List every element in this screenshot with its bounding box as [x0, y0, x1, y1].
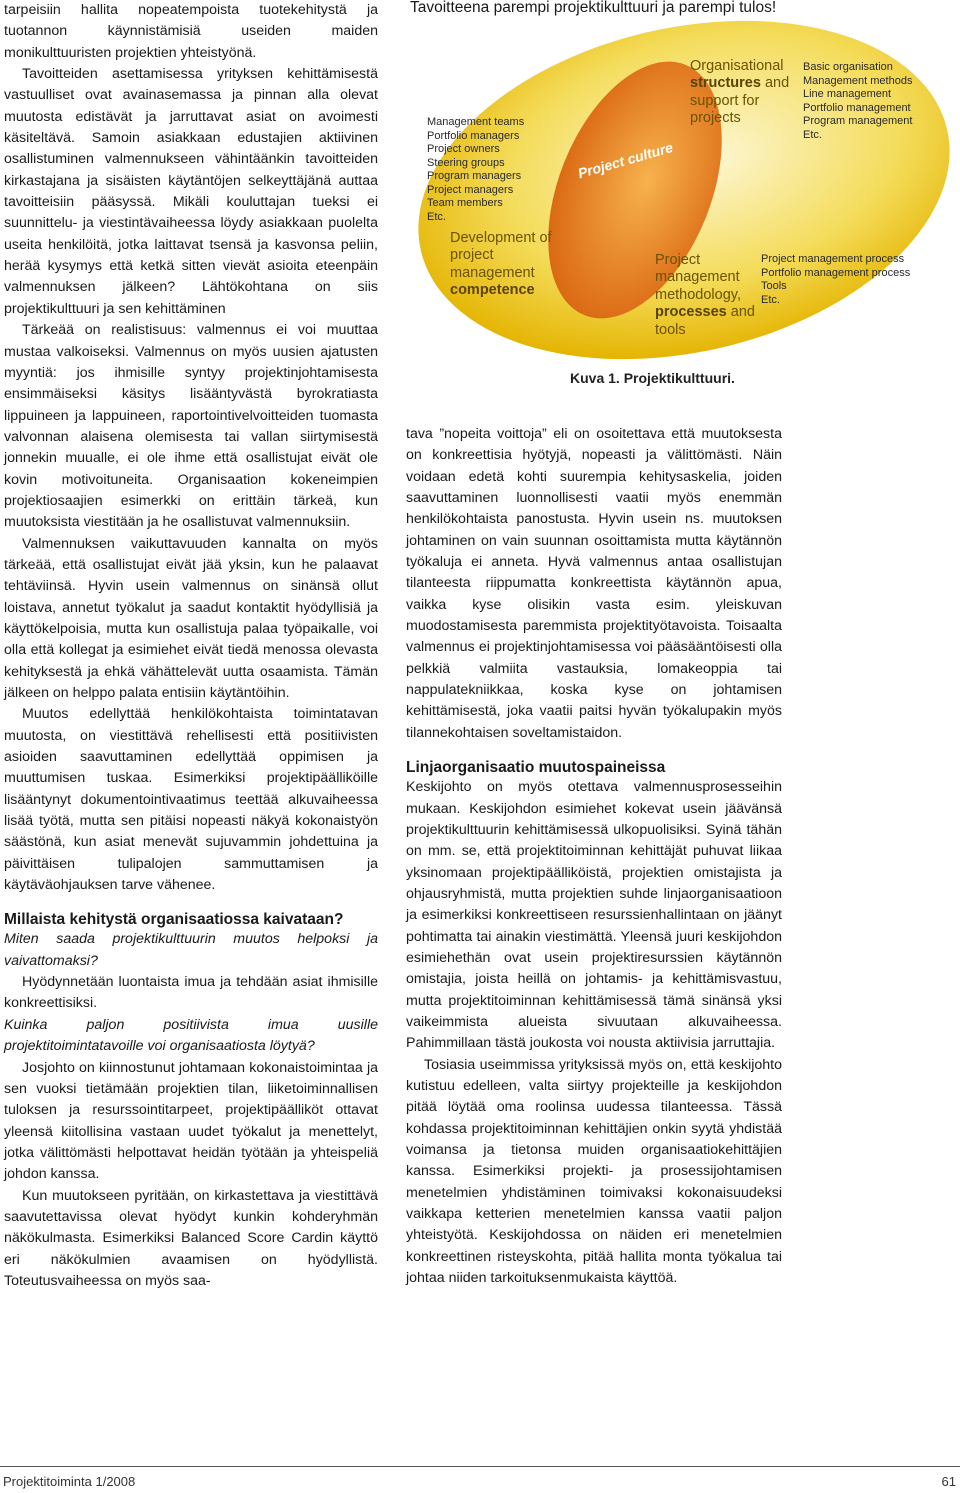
- competence-roles-list: [427, 116, 524, 224]
- paragraph: tarpeisiin hallita nopeatempoista tuotekehitystä ja tuotannon käynnistämisiä useiden maiden monikulttuuristen projektien yhteistyönä.: [4, 2, 378, 61]
- structures-heading: [690, 58, 789, 128]
- paragraph: Hyödynnetään luontaista imua ja tehdään asiat ihmisille konkreettisiksi.: [4, 974, 378, 1012]
- heading-bold: competence: [450, 282, 535, 299]
- role-item: Management teams: [427, 116, 525, 128]
- publication-name: Projektitoiminta 1/2008: [3, 1474, 136, 1489]
- methodology-item: Portfolio management process: [761, 266, 911, 279]
- section-heading: Millaista kehitystä organisaatiossa kaivataan?: [4, 911, 344, 929]
- project-culture-label: Project culture: [576, 138, 675, 182]
- heading-line: projects: [690, 110, 741, 127]
- methodology-item: Project management process: [761, 253, 905, 265]
- structure-item: Basic organisation: [803, 61, 893, 73]
- structure-item: Etc.: [803, 128, 822, 141]
- heading-line: management: [450, 264, 535, 281]
- spacer: [406, 744, 782, 758]
- paragraph: Tavoitteiden asettamisessa yrityksen kehittämisestä vastuulliset ovat avainasemassa ja pinnan alla olevat muutosta edistävät ja jarruttavat asiat on avoimesti käsiteltävä. Samoin asiakkaan edustajien aktiivinen osallistuminen valmennukseen vähintäänkin tavoitteiden kirkastajana ja sisäisten käytäntöjen selkeyttäjänä auttaa tavoitteisiin pääsyssä. Mikäli kouluttajan tueksi ei suunnittelu- ja viestintävaiheessa löydy asiakkaan puolelta useita henkilöitä, jotka laittavat tsensä ja kasvonsa peliin, herää kysymys että ketkä sitten vievät asioita eteenpäin valmennuksen jälkeen? Lähtökohtana on siis projektikulttuuri ja sen kehittäminen: [4, 66, 378, 317]
- paragraph: Josjohto on kiinnostunut johtamaan kokonaistoimintaa ja sen vuoksi tietämään projektien tilan, liiketoiminnallisen tuloksen ja resurssointitarpeet, projektipäälliköt ottavat yleensä kiitollisina vastaan uudet työkalut ja menettelyt, jotka välittömästi helpottavat heidän työtään ja yhteispeliä johdon kanssa.: [4, 1059, 378, 1183]
- paragraph: tava ”nopeita voittoja” eli on osoitettava että muutoksesta on konkreettisia hyötyjä, nopeasti ja välittömästi. Näin voidaan edetä kohti suurempia kehitysaskelia, joiden saavuttaminen luonnollisesti vaatii myös enemmän henkilökohtaista panostusta. Hyvin usein ns. muutoksen johtaminen on vain suunnan osoittamista mutta käytännön työkaluja ei anneta. Hyvä valmennus antaa osallistujan tilanteesta riippumatta konkreettista käytännön apua, vaikka kyse olisikin vasta esim. yleiskuvan muodostamisesta paremmista projektityötavoista. Toisaalta valmennus ei projektinjohtamisessa voi pääsääntöisesti olla pelkkiä valmiita vastauksia, lomakeoppia tai nappulatekniikkaa, koska kyse on johtamisen kehittämisestä, joka vaatii paitsi hyvän työkalupakin myös tilannekohtaisen soveltamistaidon.: [406, 426, 782, 741]
- methodology-heading: [655, 252, 755, 339]
- heading-line: support for: [690, 92, 760, 109]
- heading-line: management: [655, 269, 740, 286]
- paragraph: Valmennuksen vaikuttavuuden kannalta on myös tärkeää, että osallistujat eivät jää yksin, kun he palaavat tehtäviinsä. Hyvin usein valmennus on sinänsä ollut loistava, annetut työkalut ja saadut kontaktit hyödyllisiä ja käyttökelpoisia, mutta kun osallistuja palaa työpaikalle, voi olla että kollegat ja esimiehet eivät tiedä menossa olevasta kehityksestä ja ehkä vähättelevät uutta osaamista. Tämän jälkeen on helppo palata entisiin käytäntöihin.: [4, 535, 378, 701]
- heading-bold: processes: [655, 304, 727, 321]
- sub-question: Miten saada projektikulttuurin muutos helpoksi ja vaivattomaksi?: [4, 931, 378, 969]
- structure-item: Portfolio management: [803, 101, 911, 114]
- left-text-column: [4, 0, 378, 1292]
- page-number: 61: [941, 1474, 956, 1489]
- methodology-item: Tools: [761, 280, 787, 292]
- role-item: Program managers: [427, 170, 522, 182]
- structure-item: Line management: [803, 88, 892, 100]
- heading-and: and: [726, 304, 755, 321]
- heading-line: tools: [655, 321, 686, 338]
- page-footer: [0, 1466, 960, 1493]
- figure-caption: Kuva 1. Projektikulttuuri.: [570, 370, 735, 386]
- role-item: Steering groups: [427, 156, 505, 169]
- role-item: Project owners: [427, 143, 500, 155]
- paragraph: Keskijohto on myös otettava valmennusprosesseihin mukaan. Keskijohdon esimiehet kokevat usein jäävänsä projektikulttuurin kehittämisessä ulkopuolisiksi. Syinä tähän on mm. se, että projektitoiminnan kehittäjät puhuvat liikaa yksinomaan projektipäälliköistä, projektien omistajista ja ohjausryhmistä, mutta projektien suhde linjaorganisaatioon ja esimerkiksi konkreettiseen resurssienhallintaan on jäänyt pohtimatta tai ainakin viestimättä. Yleensä juuri keskijohdon esimiehethän ovat usein projektiresurssien käytännön omistajia, joista heillä on johtamis- ja kehittämisvastuu, mutta projektitoiminnan kehittämisessä tämä sinänsä yksi vaikeimmista alueista sivuutaan alkuvaiheessa. Pahimmillaan tästä joukosta voi nousta aktiivisia jarruttajia.: [406, 779, 782, 1052]
- section-heading: Linjaorganisaatio muutospaineissa: [406, 759, 666, 777]
- right-text-column: [406, 424, 782, 1289]
- role-item: Portfolio managers: [427, 129, 520, 142]
- heading-line: methodology,: [655, 286, 741, 303]
- role-item: Team members: [427, 197, 503, 209]
- heading-bold: structures: [690, 75, 761, 92]
- heading-and: and: [760, 75, 790, 92]
- heading-line: Project: [655, 252, 701, 268]
- role-item: Etc.: [427, 210, 446, 223]
- heading-line: Organisational: [690, 58, 784, 74]
- structure-item: Program management: [803, 115, 913, 127]
- paragraph: Kun muutokseen pyritään, on kirkastettava ja viestittävä saavutettavissa olevat hyödyt kunkin kohderyhmän näkökulmasta. Esimerkiksi Balanced Score Cardin käyttö eri näkökulmien avaamisen on hyödyllistä. Toteutusvaiheessa on myös saa-: [4, 1187, 378, 1289]
- figure-title: Tavoitteena parempi projektikulttuuri ja parempi tulos!: [410, 0, 777, 16]
- competence-heading: [450, 230, 552, 300]
- spacer: [4, 896, 378, 910]
- methodology-items-list: [761, 253, 910, 307]
- project-culture-figure: [398, 0, 960, 400]
- paragraph: Tärkeää on realistisuus: valmennus ei voi muuttaa mustaa valkoiseksi. Valmennus on myös uusien ajatusten myyntiä: jos ihmisille syntyy projektinjohtamisesta ensimmäiseksi käsitys lisääntyvästä byrokratiasta lippuineen ja lappuineen, raportointivelvoitteiden tuomasta valvonnan alaisena olemisesta tai vallan siirtymisestä jonnekin muualle, ei ole ihme että osallistujat eivät ole kovin motivoituneita. Organisaation kokeneimpien projektiosaajien esimerkki on erittäin tärkeä, kun muutoksista viestitään ja he osallistuvat valmennuksiin.: [4, 322, 378, 531]
- paragraph: Muutos edellyttää henkilökohtaista toimintatavan muutosta, on viestittävä rehellisesti että positiivisten asioiden saavuttaminen edellyttää oppimisen ja muuttumisen tuskaa. Esimerkiksi projektipäälliköille lisääntynyt dokumentointivaatimus teettää alkuvaiheessa lisää työtä, mutta sen pitäisi nopeasti näkyä kokonaistyön säästönä, kun asiat menevät sujuvammin johdettuina ja päivittäisen tulipalojen sammuttamisen ja käytäväohjauksen tarve vähenee.: [4, 706, 378, 894]
- paragraph: Tosiasia useimmissa yrityksissä myös on, että keskijohto kutistuu edelleen, valta siirtyy projekteille ja keskijohdon pitää löytää oma roolinsa uudessa tilanteessa. Tässä kohdassa projektitoiminnan kehittäjien onkin syytä yhdistää voimansa ja tietonsa muiden organisaatiokehittäjien kanssa. Esimerkiksi projekti- ja prosessijohtamisen menetelmien yhdistäminen toimivaksi kokonaisuudeksi vaikkapa ketterien menetelmien kanssa vaatii paljon yhteistyötä. Keskijohdossa on näiden eri menetelmien konkreettinen risteyskohta, pitää hallita monta työkalua tai johtaa niiden tarkoituksenmukaista käyttöä.: [406, 1056, 782, 1287]
- methodology-item: Etc.: [761, 293, 780, 306]
- heading-line: project: [450, 247, 494, 264]
- sub-question: Kuinka paljon positiivista imua uusille projektitoimintatavoille voi organisaatiosta löytyä?: [4, 1016, 378, 1055]
- heading-line: Development of: [450, 230, 552, 246]
- structures-items-list: [803, 61, 912, 142]
- role-item: Project managers: [427, 183, 514, 196]
- structure-item: Management methods: [803, 74, 913, 87]
